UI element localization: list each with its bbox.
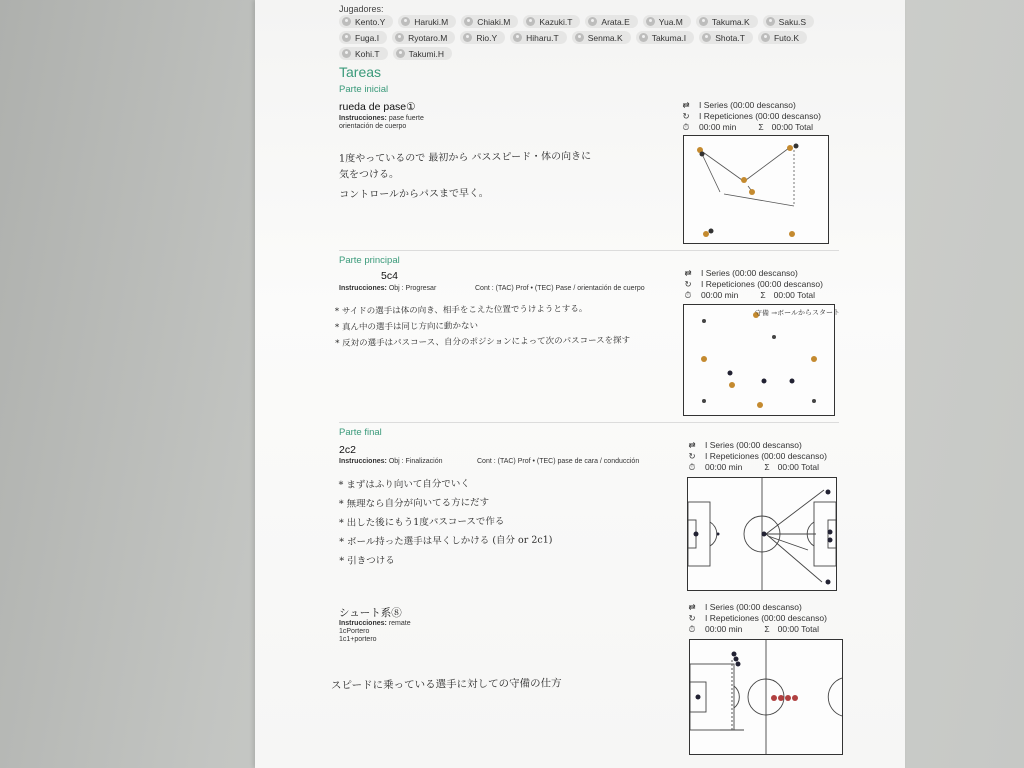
instruction-text-2: 1cPortero [339, 628, 370, 635]
player-chip [572, 31, 631, 44]
note-line: * サイドの選手は体の向き、相手をこえた位置でうけようとする。 [334, 304, 588, 317]
avatar-icon [575, 33, 584, 42]
player-chip [699, 31, 753, 44]
reps-text: I Repeticiones (00:00 descanso) [705, 613, 827, 623]
avatar-icon [646, 17, 655, 26]
phase-label: Parte inicial [339, 84, 389, 95]
sigma-icon: Σ [764, 462, 770, 472]
task-instructions [339, 285, 436, 293]
player-chip [643, 15, 691, 28]
repeat-icon: ↻ [682, 111, 690, 121]
clock-icon: ⏱ [688, 462, 696, 472]
series-text: I Series (00:00 descanso) [699, 100, 796, 110]
repeat-icon: ↻ [684, 279, 692, 289]
player-name: Shota.T [715, 32, 745, 43]
series-icon: ⇄ [688, 440, 696, 450]
player-chip [763, 15, 814, 28]
repeat-icon: ↻ [688, 451, 696, 461]
task-title: 2c2 [339, 444, 356, 456]
note-line: * 出した後にもう1度パスコースで作る [338, 516, 505, 529]
handwritten-notes [339, 148, 660, 203]
task-title: 5c4 [381, 270, 398, 282]
instruction-text: Obj : Progresar [388, 285, 437, 292]
series-text: I Series (00:00 descanso) [705, 440, 802, 450]
avatar-icon [588, 17, 597, 26]
instructions-label: Instrucciones: [339, 285, 387, 292]
player-name: Kohi.T [355, 48, 380, 59]
clock-icon: ⏱ [684, 290, 692, 300]
diagram-annotation: 守備 →ボールからスタート [754, 308, 840, 318]
player-chip [585, 15, 637, 28]
training-sheet [255, 0, 905, 768]
task-title: シュート系⑧ [339, 607, 402, 619]
player-name: Chiaki.M [477, 16, 511, 27]
instruction-text-2: orientación de cuerpo [339, 123, 407, 130]
reps-text: I Repeticiones (00:00 descanso) [699, 111, 821, 121]
note-line: * 引きつける [339, 555, 395, 567]
avatar-icon [463, 33, 472, 42]
avatar-icon [513, 33, 522, 42]
total-text: 00:00 Total [773, 290, 816, 300]
player-name: Senma.K [587, 32, 623, 43]
player-name: Takumi.H [408, 48, 445, 59]
minutes-text: 00:00 min [705, 462, 743, 472]
instruction-text-3: 1c1+portero [339, 636, 377, 643]
player-name: Ryotaro.M [408, 32, 448, 43]
player-name: Takuma.K [711, 16, 750, 27]
avatar-icon [342, 49, 351, 58]
handwritten-notes [331, 674, 671, 693]
series-text: I Series (00:00 descanso) [705, 602, 802, 612]
reps-text: I Repeticiones (00:00 descanso) [705, 451, 827, 461]
sigma-icon: Σ [764, 624, 770, 634]
note-line: 1度やっているので 最初から パススピード・体の向きに [338, 151, 592, 165]
player-name: Kento.Y [355, 16, 386, 27]
sigma-icon: Σ [758, 122, 764, 132]
minutes-text: 00:00 min [701, 290, 739, 300]
minutes-text: 00:00 min [699, 122, 737, 132]
repeat-icon: ↻ [688, 613, 696, 623]
note-line: * 真ん中の選手は同じ方向に動かない [334, 321, 479, 333]
task-title: rueda de pase① [339, 101, 416, 113]
player-name: Futo.K [773, 32, 800, 43]
instruction-text: pase fuerte [388, 115, 424, 122]
note-line: * まずはふり向いて自分でいく [338, 478, 470, 491]
player-name: Yua.M [658, 16, 683, 27]
avatar-icon [342, 17, 351, 26]
task-meta [683, 268, 823, 301]
total-text: 00:00 Total [777, 462, 820, 472]
sigma-icon: Σ [760, 290, 766, 300]
avatar-icon [401, 17, 410, 26]
player-name: Takuma.I [651, 32, 687, 43]
series-icon: ⇄ [682, 100, 690, 110]
phase-label: Parte final [339, 427, 382, 438]
player-chip [339, 31, 387, 44]
clock-icon: ⏱ [682, 122, 690, 132]
avatar-icon [395, 33, 404, 42]
player-name: Rio.Y [476, 32, 498, 43]
avatar-icon [342, 33, 351, 42]
instruction-text: remate [388, 620, 411, 627]
player-chip [696, 15, 758, 28]
task-content: Cont : (TAC) Prof • (TEC) Pase / orientación de cuerpo [475, 285, 645, 292]
total-text: 00:00 Total [771, 122, 814, 132]
handwritten-notes [339, 472, 680, 571]
player-name: Kazuki.T [539, 16, 573, 27]
avatar-icon [464, 17, 473, 26]
player-name: Hiharu.T [526, 32, 559, 43]
tareas-title: Tareas [339, 64, 382, 80]
player-chip [393, 47, 452, 60]
instruction-text: Obj : Finalización [388, 458, 443, 465]
player-name: Fuga.I [355, 32, 380, 43]
players-label: Jugadores: [339, 4, 384, 14]
players-list [339, 15, 849, 60]
pitch-diagram [687, 477, 837, 591]
total-text: 00:00 Total [777, 624, 820, 634]
player-chip [398, 15, 456, 28]
note-line: コントロールからパスまで早く。 [339, 188, 489, 201]
series-icon: ⇄ [684, 268, 692, 278]
avatar-icon [396, 49, 405, 58]
drill-diagram [683, 304, 835, 416]
player-chip [510, 31, 567, 44]
task-instructions [339, 115, 424, 131]
note-line: * 無理なら自分が向いてる方にだす [338, 497, 490, 510]
minutes-text: 00:00 min [705, 624, 743, 634]
pitch-diagram [689, 639, 843, 755]
series-icon: ⇄ [688, 602, 696, 612]
divider [339, 250, 839, 251]
player-chip [392, 31, 455, 44]
player-chip [339, 15, 393, 28]
note-line: 気をつける。 [338, 169, 400, 181]
note-line: スピードに乗っている選手に対しての守備の仕方 [330, 677, 562, 692]
player-chip [460, 31, 505, 44]
player-name: Arata.E [601, 16, 630, 27]
note-line: * 反対の選手はパスコース、自分のポジションによって次のパスコースを探す [335, 335, 631, 349]
avatar-icon [639, 33, 648, 42]
player-chip [636, 31, 695, 44]
phase-label: Parte principal [339, 255, 400, 266]
reps-text: I Repeticiones (00:00 descanso) [701, 279, 823, 289]
drill-diagram [683, 135, 829, 244]
task-meta [681, 100, 821, 133]
player-chip [523, 15, 580, 28]
note-line: * ボール持った選手は早くしかける (自分 or 2c1) [339, 534, 553, 548]
avatar-icon [761, 33, 770, 42]
instructions-label: Instrucciones: [339, 115, 387, 122]
task-content: Cont : (TAC) Prof • (TEC) pase de cara / conducción [477, 458, 640, 465]
task-meta [687, 440, 827, 473]
series-text: I Series (00:00 descanso) [701, 268, 798, 278]
player-chip [461, 15, 518, 28]
task-instructions [339, 620, 411, 644]
avatar-icon [526, 17, 535, 26]
player-name: Saku.S [778, 16, 807, 27]
player-chip [758, 31, 807, 44]
instructions-label: Instrucciones: [339, 458, 387, 465]
clock-icon: ⏱ [688, 624, 696, 634]
task-meta [687, 602, 827, 635]
avatar-icon [699, 17, 708, 26]
task-instructions [339, 458, 443, 466]
divider [339, 422, 839, 423]
avatar-icon [702, 33, 711, 42]
instructions-label: Instrucciones: [339, 620, 387, 627]
player-chip [339, 47, 388, 60]
player-name: Haruki.M [414, 16, 449, 27]
avatar-icon [766, 17, 775, 26]
handwritten-notes [335, 300, 675, 352]
